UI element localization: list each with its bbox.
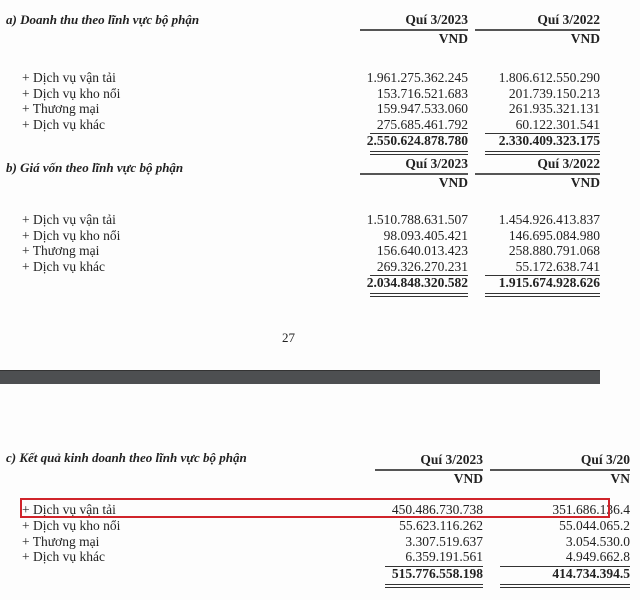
row-value: 275.685.461.792: [376, 116, 468, 132]
table-row: [0, 243, 640, 259]
row-value: 351.686.136.4: [552, 502, 630, 517]
total-value: 414.734.394.5: [552, 566, 630, 582]
page-number: 27: [282, 330, 295, 345]
row-label: + Dịch vụ vận tải: [22, 502, 116, 517]
total-double-underline: [485, 151, 600, 155]
unit-label: VND: [438, 31, 468, 46]
row-label: + Dịch vụ kho nổi: [22, 227, 121, 243]
row-value: 146.695.084.980: [508, 227, 600, 243]
column-header: Quí 3/2022: [537, 12, 600, 27]
page-divider: [0, 370, 600, 384]
column-header: Quí 3/2023: [405, 12, 468, 27]
table-row: [0, 86, 640, 102]
row-value: 60.122.301.541: [515, 116, 600, 132]
row-label: + Dịch vụ khác: [22, 258, 105, 274]
table-row: [0, 212, 640, 228]
row-label: + Dịch vụ khác: [22, 116, 105, 132]
section-title: a) Doanh thu theo lĩnh vực bộ phận: [6, 12, 200, 27]
section-title: b) Giá vốn theo lĩnh vực bộ phận: [6, 160, 184, 175]
row-value: 55.044.065.2: [559, 517, 630, 533]
total-double-underline: [385, 584, 483, 588]
total-value: 1.915.674.928.626: [498, 275, 600, 290]
row-label: + Dịch vụ khác: [22, 549, 105, 565]
row-value: 153.716.521.683: [376, 85, 468, 101]
row-label: + Dịch vụ kho nổi: [22, 85, 121, 101]
unit-label: VND: [570, 31, 600, 46]
row-value: 1.454.926.413.837: [498, 212, 600, 227]
row-label: + Dịch vụ vận tải: [22, 70, 116, 85]
row-value: 3.307.519.637: [405, 533, 483, 549]
table-row: [0, 518, 640, 534]
row-value: 55.623.116.262: [399, 517, 483, 533]
row-value: 1.961.275.362.245: [366, 70, 468, 85]
row-value: 6.359.191.561: [405, 549, 483, 565]
table-row: [0, 259, 640, 275]
row-value: 1.806.612.550.290: [498, 70, 600, 85]
row-value: 261.935.321.131: [508, 101, 600, 116]
total-value: 2.550.624.878.780: [366, 133, 468, 148]
table-row: [0, 101, 640, 117]
row-label: + Thương mại: [22, 243, 100, 258]
unit-label: VN: [610, 471, 630, 486]
total-value: 515.776.558.198: [391, 566, 483, 582]
column-header: Quí 3/20: [580, 452, 630, 467]
table-row: [0, 549, 640, 565]
unit-label: VND: [570, 175, 600, 190]
unit-label: VND: [453, 471, 483, 486]
row-value: 258.880.791.068: [508, 243, 600, 258]
column-header: Quí 3/2023: [405, 156, 468, 171]
row-value: 450.486.730.738: [391, 502, 483, 517]
section-title: c) Kết quả kinh doanh theo lĩnh vực bộ phận: [6, 450, 247, 465]
table-row: [0, 534, 640, 550]
row-value: 98.093.405.421: [383, 227, 468, 243]
total-double-underline: [485, 293, 600, 297]
row-value: 55.172.638.741: [515, 258, 600, 274]
row-value: 3.054.530.0: [565, 533, 630, 549]
table-row: [0, 117, 640, 133]
row-label: + Thương mại: [22, 101, 100, 116]
table-row: [0, 70, 640, 86]
row-label: + Dịch vụ vận tải: [22, 212, 116, 227]
column-header: Quí 3/2022: [537, 156, 600, 171]
row-value: 159.947.533.060: [376, 101, 468, 116]
column-header: Quí 3/2023: [420, 452, 483, 467]
total-double-underline: [370, 151, 468, 155]
total-value: 2.330.409.323.175: [498, 133, 600, 148]
row-value: 1.510.788.631.507: [366, 212, 468, 227]
total-value: 2.034.848.320.582: [366, 275, 468, 290]
total-double-underline: [370, 293, 468, 297]
row-value: 4.949.662.8: [565, 549, 630, 565]
highlight-box: [20, 498, 610, 518]
row-label: + Thương mại: [22, 533, 100, 549]
row-value: 269.326.270.231: [376, 258, 468, 274]
row-label: + Dịch vụ kho nổi: [22, 517, 121, 533]
unit-label: VND: [438, 175, 468, 190]
row-value: 156.640.013.423: [376, 243, 468, 258]
table-row: [0, 228, 640, 244]
row-value: 201.739.150.213: [508, 85, 600, 101]
total-double-underline: [500, 584, 630, 588]
